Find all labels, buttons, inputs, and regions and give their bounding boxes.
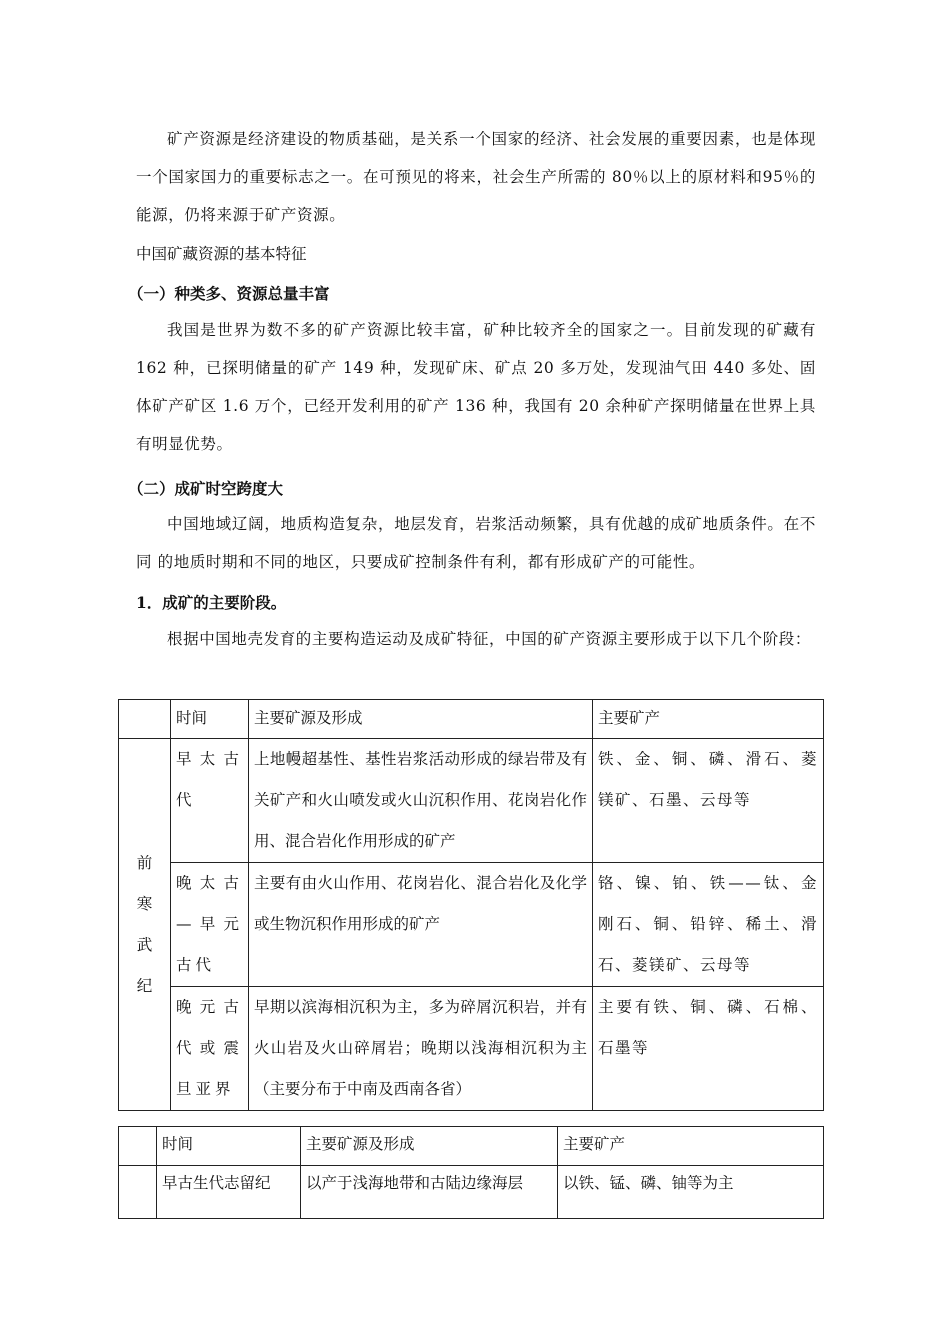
header-cell: 时间 (157, 1127, 301, 1166)
header-cell: 主要矿源及形成 (301, 1127, 558, 1166)
paragraph-2: 中国地域辽阔，地质构造复杂，地层发育，岩浆活动频繁，具有优越的成矿地质条件。在不同 的地质时期和不同的地区，只要成矿控制条件有利，都有形成矿产的可能性。 (136, 515, 816, 571)
header-cell (119, 1127, 157, 1166)
table-header-row (119, 1127, 824, 1166)
heading-1: （一）种类多、资源总量丰富 (128, 284, 330, 303)
time-cell: 晚元古代或震旦亚界 (171, 987, 249, 1111)
table-row (119, 739, 824, 863)
time-cell: 早古生代志留纪 (157, 1166, 301, 1219)
header-cell: 时间 (171, 700, 249, 739)
era-cell (119, 739, 171, 1111)
era-char: 纪 (136, 976, 153, 995)
table-paleozoic (118, 1126, 824, 1219)
paragraph-1: 我国是世界为数不多的矿产资源比较丰富，矿种比较齐全的国家之一。目前发现的矿藏有 162 种，已探明储量的矿产 149 种，发现矿床、矿点 20 多万处，发现油气田 440 多处、固体矿产矿区 1.6 万个，已经开发利用的矿产 136 种，我国有 20 余种矿产探明储量在世界上具有明显优势。 (136, 321, 816, 453)
header-cell (119, 700, 171, 739)
table-header-row (119, 700, 824, 739)
era-char: 前 (136, 853, 153, 872)
table-row (119, 863, 824, 987)
section-title: 中国矿藏资源的基本特征 (136, 245, 307, 263)
header-cell: 主要矿源及形成 (249, 700, 593, 739)
table-row (119, 1166, 824, 1219)
minerals-cell: 铁、金、铜、磷、滑石、菱镁矿、石墨、云母等 (593, 739, 824, 863)
formation-cell: 主要有由火山作用、花岗岩化、混合岩化及化学或生物沉积作用形成的矿产 (249, 863, 593, 987)
era-char: 寒 (136, 894, 153, 913)
header-cell: 主要矿产 (593, 700, 824, 739)
heading-2: （二）成矿时空跨度大 (128, 479, 284, 498)
paragraph-3: 根据中国地壳发育的主要构造运动及成矿特征，中国的矿产资源主要形成于以下几个阶段： (167, 630, 812, 648)
time-cell: 晚太古—早元古代 (171, 863, 249, 987)
heading-3: 1．成矿的主要阶段。 (136, 593, 287, 612)
formation-cell: 上地幔超基性、基性岩浆活动形成的绿岩带及有关矿产和火山喷发或火山沉积作用、花岗岩化作用、混合岩化作用形成的矿产 (249, 739, 593, 863)
intro-paragraph: 矿产资源是经济建设的物质基础，是关系一个国家的经济、社会发展的重要因素，也是体现一个国家国力的重要标志之一。在可预见的将来，社会生产所需的 80％以上的原材料和95％的能源，仍将来源于矿产资源。 (136, 130, 816, 224)
formation-cell: 早期以滨海相沉积为主，多为碎屑沉积岩，并有火山岩及火山碎屑岩；晚期以浅海相沉积为主（主要分布于中南及西南各省） (249, 987, 593, 1111)
minerals-cell: 主要有铁、铜、磷、石棉、石墨等 (593, 987, 824, 1111)
minerals-cell: 以铁、锰、磷、铀等为主 (558, 1166, 824, 1219)
minerals-cell: 铬、镍、铂、铁——钛、金刚石、铜、铅锌、稀土、滑石、菱镁矿、云母等 (593, 863, 824, 987)
header-cell: 主要矿产 (558, 1127, 824, 1166)
era-char: 武 (136, 935, 153, 954)
table-precambrian (118, 699, 824, 1111)
table-row (119, 987, 824, 1111)
time-cell: 早太古代 (171, 739, 249, 863)
formation-cell: 以产于浅海地带和古陆边缘海层 (301, 1166, 558, 1219)
era-cell (119, 1166, 157, 1219)
